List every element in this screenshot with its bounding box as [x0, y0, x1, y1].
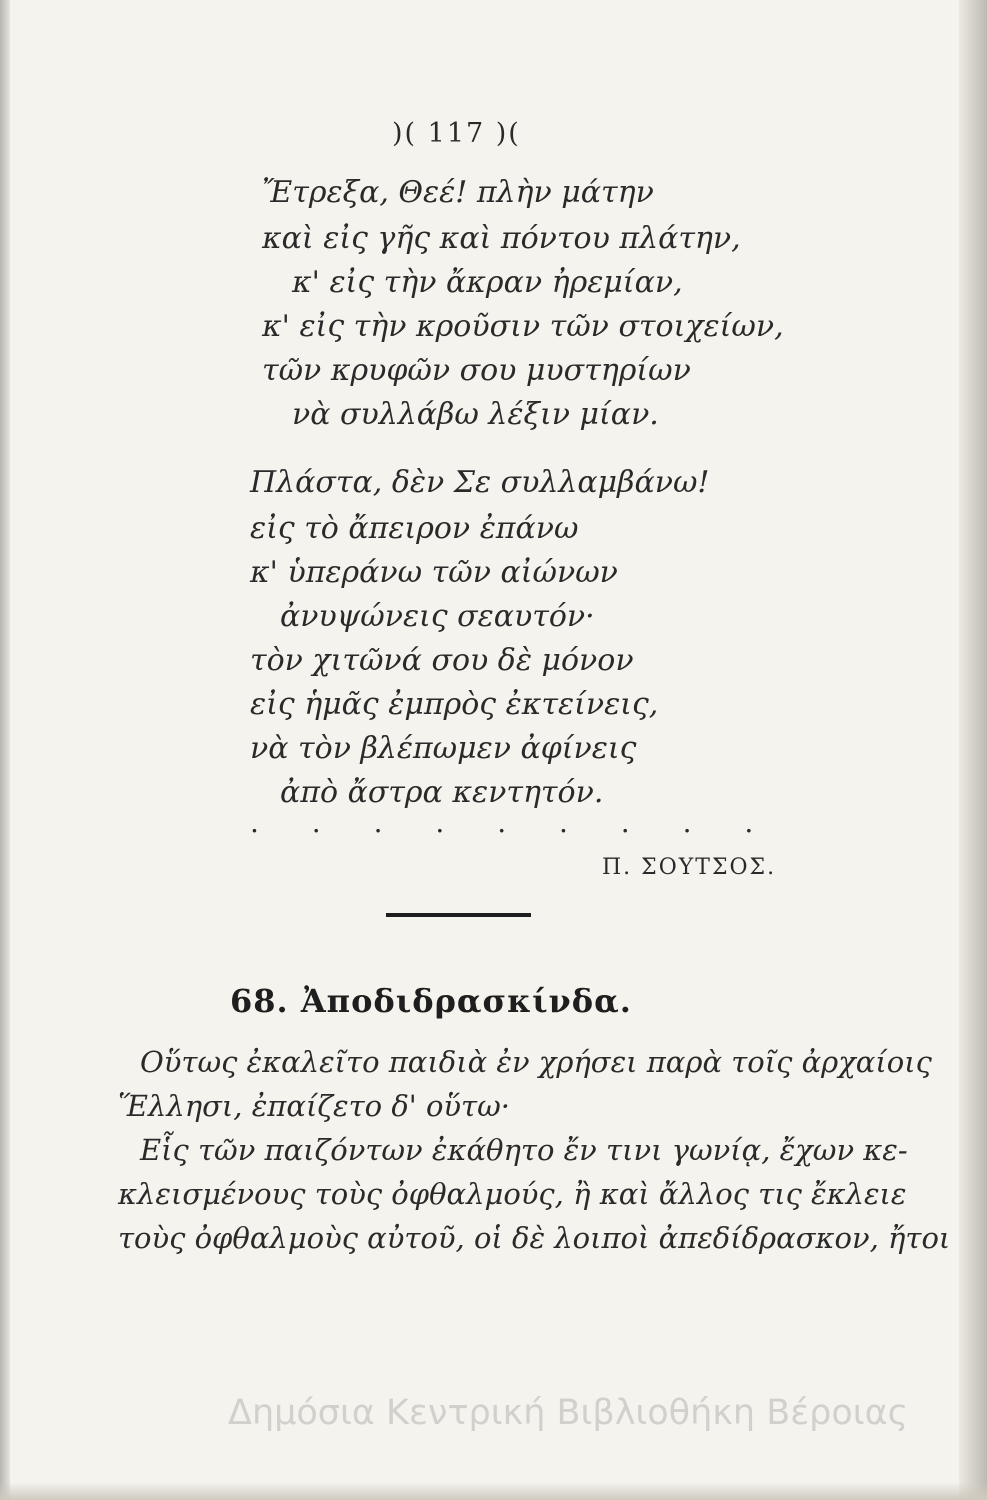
poem-line: κ' εἰς τὴν κροῦσιν τῶν στοιχείων, [262, 309, 784, 344]
poem-line: Πλάστα, δὲν Σε συλλαμβάνω! [250, 465, 710, 500]
poem-line: εἰς ἡμᾶς ἐμπρὸς ἐκτείνεις, [250, 687, 659, 722]
prose-line: Εἷς τῶν παιζόντων ἐκάθητο ἔν τινι γωνίᾳ, ἔχων κε- [140, 1133, 908, 1167]
poem-line: εἰς τὸ ἄπειρον ἐπάνω [250, 511, 579, 546]
poem-line: τὸν χιτῶνά σου δὲ μόνον [250, 643, 634, 678]
poem-line: ἀπὸ ἄστρα κεντητόν. [280, 775, 604, 810]
poem-line: κ' εἰς τὴν ἄκραν ἠρεμίαν, [292, 265, 683, 300]
prose-line: κλεισμένους τοὺς ὀφθαλμούς, ἢ καὶ ἄλλος τις ἔκλειε [118, 1177, 907, 1211]
author-signature: Π. ΣΟΥΤΣΟΣ. [602, 855, 777, 880]
prose-line: Ἕλλησι, ἐπαίζετο δ' οὕτω· [118, 1089, 510, 1123]
ellipsis-dots: . . . . . . . . . [250, 806, 776, 839]
prose-line: Οὕτως ἐκαλεῖτο παιδιὰ ἐν χρήσει παρὰ τοῖς ἀρχαίοις [140, 1045, 932, 1079]
poem-line: καὶ εἰς γῆς καὶ πόντου πλάτην, [262, 221, 741, 256]
section-title: 68. Ἀποδιδρασκίνδα. [230, 982, 632, 1020]
poem-line: τῶν κρυφῶν σου μυστηρίων [262, 353, 691, 388]
library-watermark: Δημόσια Κεντρική Βιβλιοθήκη Βέροιας [228, 1393, 909, 1433]
prose-line: τοὺς ὀφθαλμοὺς αὐτοῦ, οἱ δὲ λοιποὶ ἀπεδίδρασκον, ἤτοι [118, 1221, 951, 1255]
poem-line: νὰ συλλάβω λέξιν μίαν. [292, 397, 659, 432]
page-edge-bottom [0, 1482, 987, 1500]
page-edge-right [959, 0, 987, 1500]
poem-line: Ἔτρεξα, Θεέ! πλὴν μάτην [262, 175, 654, 210]
page-edge-left [0, 0, 10, 1500]
poem-line: ἀνυψώνεις σεαυτόν· [280, 599, 595, 634]
section-divider [386, 913, 531, 917]
poem-line: κ' ὑπεράνω τῶν αἰώνων [250, 555, 618, 590]
poem-line: νὰ τὸν βλέπωμεν ἀφίνεις [250, 731, 637, 766]
page-number-header: )( 117 )( [392, 118, 521, 149]
